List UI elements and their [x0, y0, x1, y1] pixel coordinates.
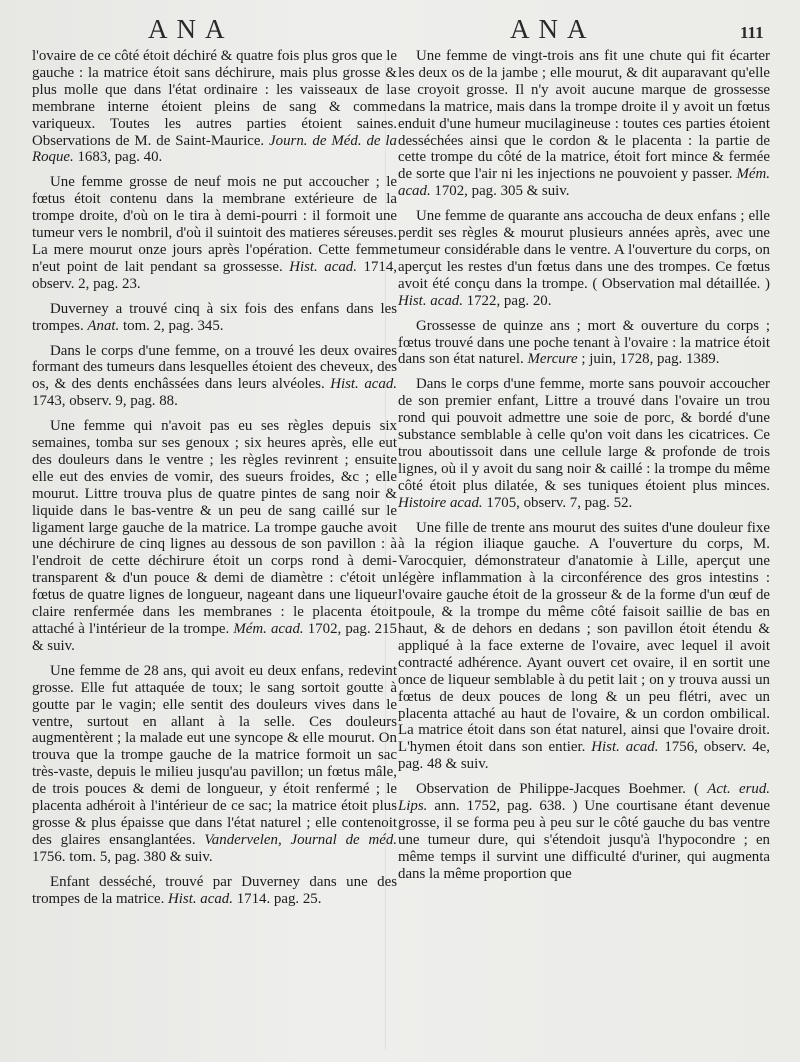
paragraph	[398, 520, 770, 774]
citation-source: Journ. de Méd. de la Roque.	[32, 132, 397, 166]
paragraph-text: Une fille de trente ans mourut des suites d'une douleur fixe à la région iliaque gauche. A l'ouverture du corps, M. Varocquier, démonstrateur d'anatomie à Lille, aperçut une légère inflammation à la circonférence des gros intestins : l'ovaire gauche étoit de la grosseur & de la forme d'un œuf de poule, & la trompe du même côté faisoit saillie de bas en haut, & de dehors en dedans ; son pavillon étoit étendu & appliqué à la face externe de l'ovaire, avec lequel il avoit contracté adhérence. Ayant ouvert cet ovaire, il en sortit une once de liqueur semblable à du petit lait ; on y trouva aussi un fœtus de deux pouces de long & un peu flétri, avec un placenta attaché au haut de l'ovaire, & un cordon ombilical. La matrice étoit dans son état naturel, ainsi que l'ovaire droit. L'hymen étoit dans son entier.	[398, 519, 770, 756]
right-running-title: ANA	[510, 14, 596, 44]
paragraph	[32, 174, 397, 292]
paragraph	[32, 343, 397, 411]
citation-source: Histoire acad.	[398, 494, 483, 511]
citation-source: Hist. acad.	[591, 739, 659, 756]
paragraph-text: Dans le corps d'une femme, on a trouvé les deux ovaires formant des tumeurs dans lesquelles étoient des cheveux, des os, & des dents enchâssées dans leurs alvéoles.	[32, 342, 397, 393]
citation-ref: 1702, pag. 305 & suiv.	[430, 183, 570, 200]
citation-source: Mercure	[527, 351, 578, 368]
page-number: 111	[740, 23, 764, 42]
citation-source: Hist. acad.	[330, 376, 397, 393]
paragraph	[32, 874, 397, 908]
paragraph-text: l'ovaire de ce côté étoit déchiré & quatre fois plus gros que le gauche : la matrice étoit sans déchirure, mais plus grosse & plus molle que dans l'état ordinaire : les vaisseaux de la membrane interne étoient pleins de sang & comme variqueux. Toutes les autres parties étoient saines. Observations de M. de Saint-Maurice.	[32, 48, 397, 149]
left-running-title: ANA	[148, 14, 234, 44]
paragraph-text: Duverney a trouvé cinq à six fois des enfans dans les trompes.	[32, 300, 397, 334]
running-header	[0, 14, 800, 48]
citation-ref: ; juin, 1728, pag. 1389.	[577, 351, 720, 368]
citation-source: Act. erud. Lips.	[398, 781, 770, 815]
citation-source: Hist. acad.	[398, 292, 463, 309]
paragraph-text: Une femme grosse de neuf mois ne put accoucher ; le fœtus étoit contenu dans la membrane extérieure de la trompe droite, d'où on le tira à demi-pourri : il formoit une tumeur vers le nombril, d'où il suintoit des matieres séreuses. La mere mourut onze jours après l'opération. Cette femme n'eut point de lait pendant sa grossesse.	[32, 174, 397, 275]
citation-source: Anat.	[87, 317, 120, 334]
paragraph	[398, 376, 770, 511]
citation-ref: 1722, pag. 20.	[462, 292, 552, 309]
paragraph	[32, 48, 397, 166]
citation-ref: 1756. tom. 5, pag. 380 & suiv.	[32, 848, 213, 865]
citation-source: Hist. acad.	[289, 258, 357, 275]
paragraph-text: Une femme de vingt-trois ans fit une chute qui fit écarter les deux os de la jambe ; elle mourut, & dit auparavant qu'elle se croyoit grosse. Il n'y avoit aucune marque de grossesse dans la matrice, mais dans la trompe droite il y avoit un fœtus enduit d'une humeur mucilagineuse : toutes ces parties étoient desséchées ainsi que le cordon & le placenta : la partie de cette trompe du côté de la matrice, étoit fort mince & fermée de sorte que l'air ni les injections ne pouvoient y passer.	[398, 48, 770, 183]
paragraph-text: Dans le corps d'une femme, morte sans pouvoir accoucher de son premier enfant, Littre a trouvé dans l'ovaire un trou rond qui pouvoit admettre une soie de porc, & bordé d'une substance semblable à celle qu'on voit dans les cicatrices. Ce trou aboutissoit dans une cellule large & profonde de trois lignes, où il y avoit du sang noir & caillé : la trompe du même côté étoit plus dilatée, & ses tuniques étoient plus minces.	[398, 376, 770, 494]
citation-ref: 1756, observ. 4e, pag. 48 & suiv.	[398, 739, 770, 773]
paragraph	[398, 208, 770, 309]
paragraph-text: Une femme qui n'avoit pas eu ses règles depuis six semaines, tomba sur ses genoux ; six heures après, elle eut des douleurs dans le ventre ; les règles revinrent ; ensuite elle eut des envies de vomir, des sueurs froides, &c ; elle mourut. Littre trouva plus de quatre pintes de sang noir & liquide dans le bas-ventre & un peu de sang caillé sur le ligament large gauche de la matrice. La trompe gauche avoit une déchirure de cinq lignes au dessous de son pavillon : à l'endroit de cette déchirure étoit un corps rond à demi-transparent & d'un pouce & demi de diamètre : c'étoit un fœtus de quatre lignes de longueur, nageant dans une liqueur claire renfermée dans les membranes : le placenta étoit attaché à l'intérieur de la trompe.	[32, 418, 397, 637]
paragraph	[398, 48, 770, 200]
citation-ref: 1714. pag. 25.	[232, 890, 322, 907]
paragraph-text: Observation de Philippe-Jacques Boehmer. (	[416, 781, 708, 798]
citation-ref: tom. 2, pag. 345.	[119, 317, 224, 334]
left-column	[32, 48, 397, 1053]
citation-ref: 1705, observ. 7, pag. 52.	[482, 494, 633, 511]
paragraph	[32, 301, 397, 335]
citation-ref: 1683, pag. 40.	[73, 149, 163, 166]
citation-source: Vandervelen, Journal de méd.	[204, 831, 397, 848]
citation-ref: ann. 1752, pag. 638. ) Une courtisane étant devenue grosse, il se forma peu à peu sur le côté gauche du bas ventre une tumeur dure, qui s'étendoit jusqu'à l'hypocondre ; en même temps il survint une difficulté d'uriner, qui augmenta dans la même proportion que	[398, 798, 770, 882]
paragraph	[398, 781, 770, 882]
citation-ref: 1743, observ. 9, pag. 88.	[32, 393, 178, 410]
right-column	[398, 48, 770, 1053]
citation-ref: 1702, pag. 215 & suiv.	[32, 621, 397, 654]
paragraph	[32, 418, 397, 655]
paragraph-text: Grossesse de quinze ans ; mort & ouverture du corps ; fœtus trouvé dans une poche tenant à l'ovaire : la matrice étoit dans son état naturel.	[398, 317, 770, 368]
citation-ref: 1714, observ. 2, pag. 23.	[32, 258, 397, 292]
citation-source: Hist. acad.	[168, 890, 233, 907]
paragraph	[398, 318, 770, 369]
paragraph-text: Une femme de quarante ans accoucha de deux enfans ; elle perdit ses règles & mourut plusieurs années après, avec une tumeur considérable dans le ventre. A l'ouverture du corps, on aperçut les restes d'un fœtus dans une des trompes. Ce fœtus avoit été conçu dans la trompe. ( Observation mal détaillée. )	[398, 208, 770, 292]
paragraph	[32, 663, 397, 866]
paragraph-text: Enfant desséché, trouvé par Duverney dans une des trompes de la matrice.	[32, 873, 397, 907]
citation-source: Mém. acad.	[398, 166, 770, 200]
paragraph-text: Une femme de 28 ans, qui avoit eu deux enfans, redevint grosse. Elle fut attaquée de toux; le sang sortoit goutte à goutte par le vagin; elle sentit des douleurs vives dans le ventre, surtout en allant à la selle. Ces douleurs augmentèrent ; la malade eut une syncope & elle mourut. On trouva que la trompe gauche de la matrice formoit un sac très-vaste, depuis le milieu jusqu'au pavillon; un fœtus mâle, de trois pouces & demi de longueur, y étoit renfermé ; le placenta adhéroit à l'intérieur de ce sac; la matrice étoit plus grosse & plus épaisse que dans l'état naturel ; elle contenoit des glaires ensanglantées.	[32, 662, 397, 848]
citation-source: Mém. acad.	[233, 621, 304, 637]
